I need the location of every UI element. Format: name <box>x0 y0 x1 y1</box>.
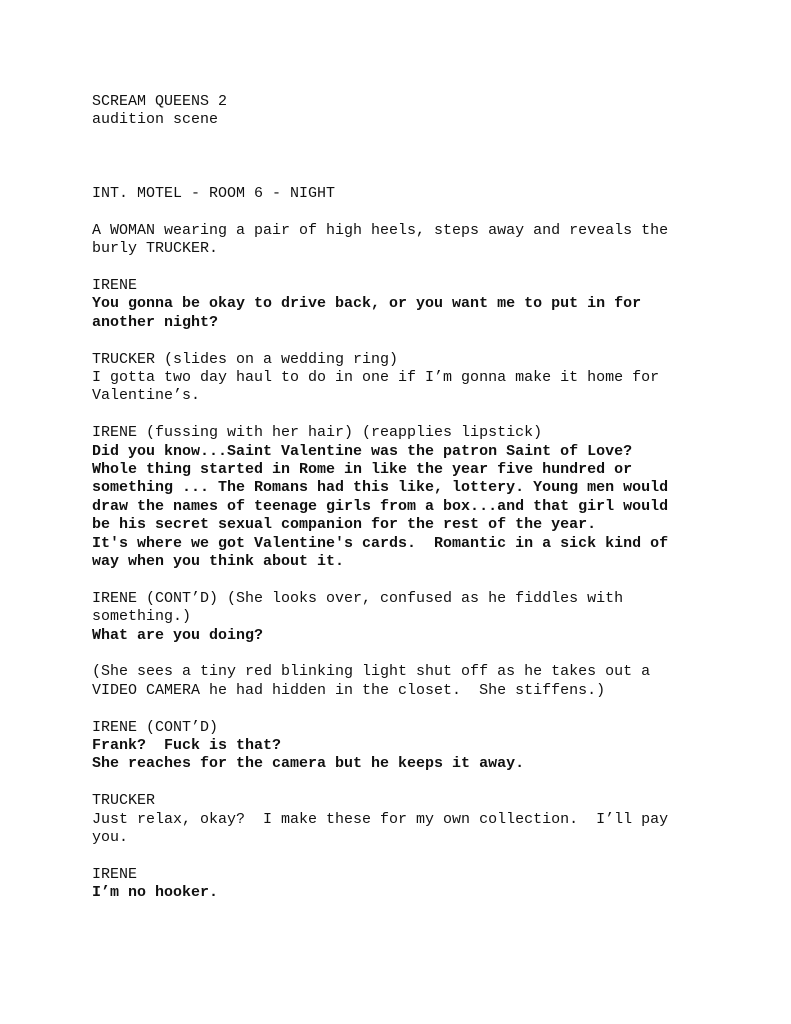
dialogue-line: something ... The Romans had this like, lottery. Young men would <box>92 479 669 497</box>
dialogue-line: Frank? Fuck is that? <box>92 737 282 755</box>
character-cue: TRUCKER <box>92 792 156 810</box>
dialogue-line: What are you doing? <box>92 626 264 644</box>
dialogue-line: draw the names of teenage girls from a box...and that girl would <box>92 497 669 515</box>
dialogue-line: Whole thing started in Rome in like the year five hundred or <box>92 461 633 479</box>
character-cue: IRENE (CONT’D) (She looks over, confused as he fiddles with <box>92 589 624 607</box>
dialogue-line: Just relax, okay? I make these for my own collection. I’ll pay <box>92 810 669 828</box>
scene-heading: INT. MOTEL - ROOM 6 - NIGHT <box>92 184 336 202</box>
dialogue-line: another night? <box>92 313 219 331</box>
script-page <box>92 93 742 903</box>
character-cue: IRENE (CONT’D) <box>92 718 219 736</box>
action-line: A WOMAN wearing a pair of high heels, steps away and reveals the <box>92 221 669 239</box>
dialogue-line: She reaches for the camera but he keeps it away. <box>92 755 525 773</box>
character-cue: IRENE (fussing with her hair) (reapplies lipstick) <box>92 424 543 442</box>
dialogue-line: It's where we got Valentine's cards. Romantic in a sick kind of <box>92 534 669 552</box>
character-cue: TRUCKER (slides on a wedding ring) <box>92 350 399 368</box>
dialogue-line: Valentine’s. <box>92 387 201 405</box>
action-line: (She sees a tiny red blinking light shut off as he takes out a <box>92 663 651 681</box>
dialogue-line: way when you think about it. <box>92 553 345 571</box>
script-title: SCREAM QUEENS 2 <box>92 93 228 110</box>
dialogue-line: Did you know...Saint Valentine was the patron Saint of Love? <box>92 442 633 460</box>
character-cue: IRENE <box>92 865 138 883</box>
dialogue-line: be his secret sexual companion for the rest of the year. <box>92 516 597 534</box>
dialogue-line: you. <box>92 829 129 847</box>
action-line: VIDEO CAMERA he had hidden in the closet. She stiffens.) <box>92 681 606 699</box>
character-cue: IRENE <box>92 276 138 294</box>
script-subtitle: audition scene <box>92 111 219 129</box>
dialogue-line: I’m no hooker. <box>92 884 219 902</box>
character-cue: something.) <box>92 608 192 626</box>
dialogue-line: You gonna be okay to drive back, or you want me to put in for <box>92 295 642 313</box>
dialogue-line: I gotta two day haul to do in one if I’m gonna make it home for <box>92 369 660 386</box>
action-line: burly TRUCKER. <box>92 240 219 258</box>
